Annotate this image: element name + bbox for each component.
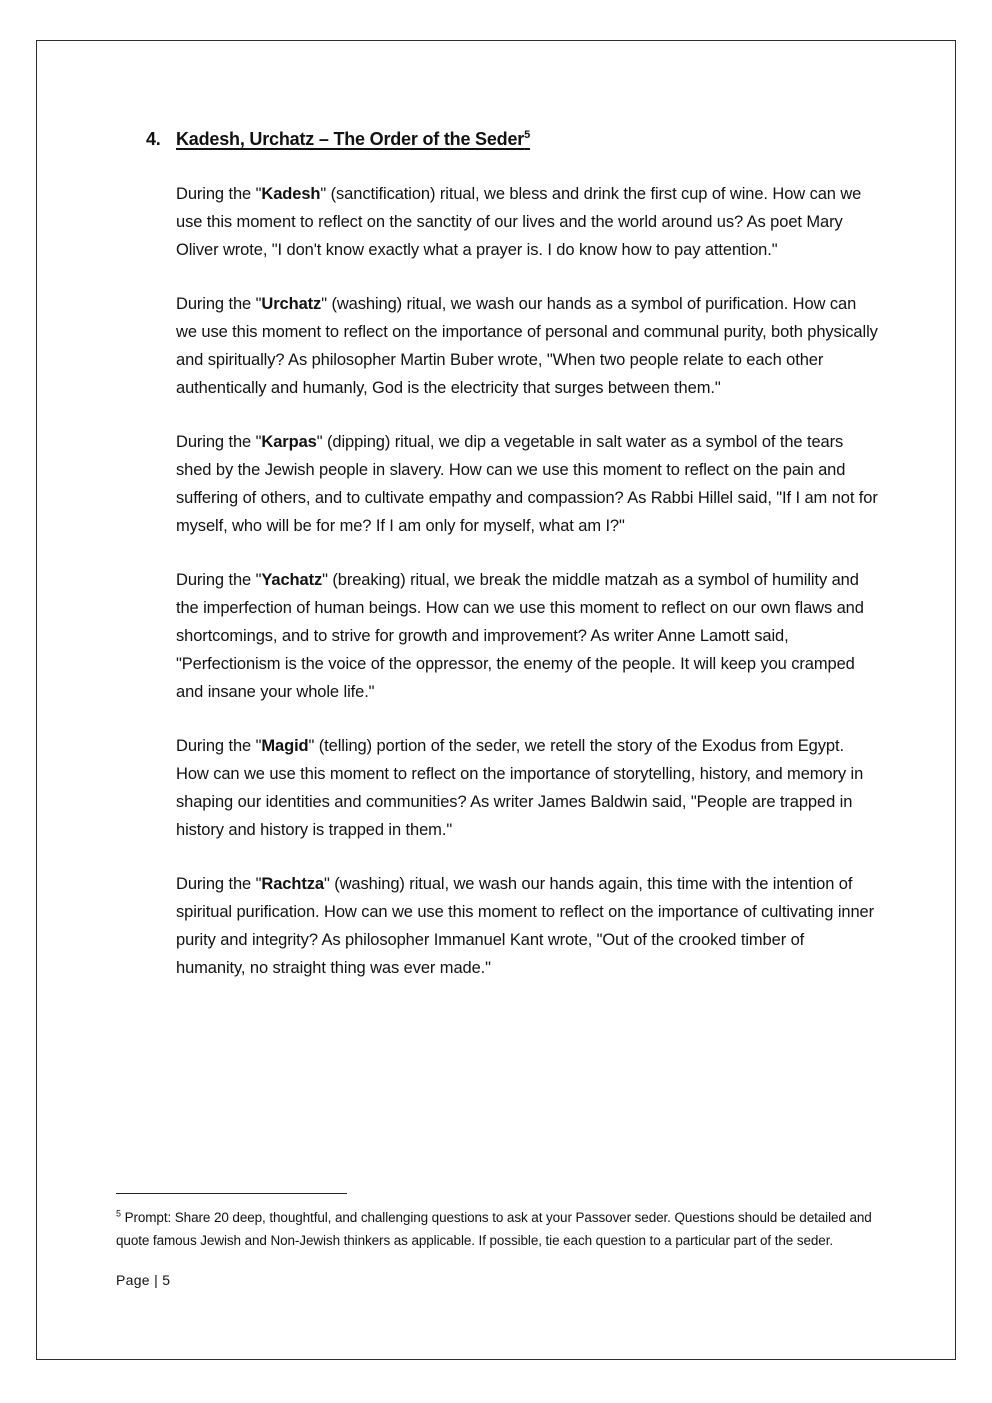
paragraph-rest: " (washing) ritual, we wash our hands again, this time with the intention of spiritual purification. How can we use this moment to reflect on the importance of cultivating inner purity and integrity? As philosopher Immanuel Kant wrote, "Out of the crooked timber of humanity, no straight thing was ever made." [176, 875, 875, 977]
paragraph-rachtza [176, 870, 878, 982]
paragraph-rest: " (dipping) ritual, we dip a vegetable in salt water as a symbol of the tears shed by the Jewish people in slavery. How can we use this moment to reflect on the pain and suffering of others, and to cultivate empathy and compassion? As Rabbi Hillel said, "If I am not for myself, who will be for me? If I am only for myself, what am I?" [176, 433, 878, 535]
page-content [37, 41, 955, 982]
paragraph-rest: " (breaking) ritual, we break the middle matzah as a symbol of humility and the imperfection of human beings. How can we use this moment to reflect on our own flaws and shortcomings, and to strive for growth and improvement? As writer Anne Lamott said, "Perfectionism is the voice of the oppressor, the enemy of the people. It will keep you cramped and insane your whole life." [176, 571, 864, 701]
paragraph-rest: " (telling) portion of the seder, we retell the story of the Exodus from Egypt. How can we use this moment to reflect on the importance of storytelling, history, and memory in shaping our identities and communities? As writer James Baldwin said, "People are trapped in history and history is trapped in them." [176, 737, 864, 839]
ritual-term: Urchatz [261, 295, 322, 313]
paragraph-magid [176, 732, 878, 844]
footnote-text: Prompt: Share 20 deep, thoughtful, and challenging questions to ask at your Passover seder. Questions should be detailed and quote famous Jewish and Non-Jewish thinkers as applicable. If possible, tie each question to a particular part of the seder. [116, 1210, 872, 1248]
section-heading [146, 129, 911, 150]
paragraph-lead: During the " [176, 433, 262, 451]
heading-footnote-ref: 5 [524, 129, 531, 141]
heading-title-underline [176, 129, 530, 149]
ritual-term: Magid [261, 737, 309, 755]
paragraph-urchatz [176, 290, 878, 402]
paragraph-yachatz [176, 566, 878, 706]
footnote-ref: 5 [116, 1208, 121, 1219]
page-footer: Page | 5 [116, 1272, 171, 1288]
document-body [176, 180, 878, 982]
paragraph-lead: During the " [176, 295, 262, 313]
ritual-term: Yachatz [261, 571, 323, 589]
heading-number: 4. [146, 129, 161, 149]
ritual-term: Karpas [261, 433, 317, 451]
heading-title: Kadesh, Urchatz – The Order of the Seder [176, 129, 525, 149]
footnote-separator [116, 1193, 347, 1194]
footnote-area [116, 1193, 884, 1288]
paragraph-rest: " (washing) ritual, we wash our hands as a symbol of purification. How can we use this moment to reflect on the importance of personal and communal purity, both physically and spiritually? As philosopher Martin Buber wrote, "When two people relate to each other authentically and humanly, God is the electricity that surges between them." [176, 295, 878, 397]
paragraph-karpas [176, 428, 878, 540]
paragraph-lead: During the " [176, 737, 262, 755]
paragraph-kadesh [176, 180, 878, 264]
footnote [116, 1206, 884, 1252]
page-border [36, 40, 956, 1360]
ritual-term: Kadesh [261, 185, 321, 203]
paragraph-rest: " (sanctification) ritual, we bless and drink the first cup of wine. How can we use this moment to reflect on the sanctity of our lives and the world around us? As poet Mary Oliver wrote, "I don't know exactly what a prayer is. I do know how to pay attention." [176, 185, 862, 259]
paragraph-lead: During the " [176, 571, 262, 589]
ritual-term: Rachtza [261, 875, 324, 893]
paragraph-lead: During the " [176, 875, 262, 893]
paragraph-lead: During the " [176, 185, 262, 203]
